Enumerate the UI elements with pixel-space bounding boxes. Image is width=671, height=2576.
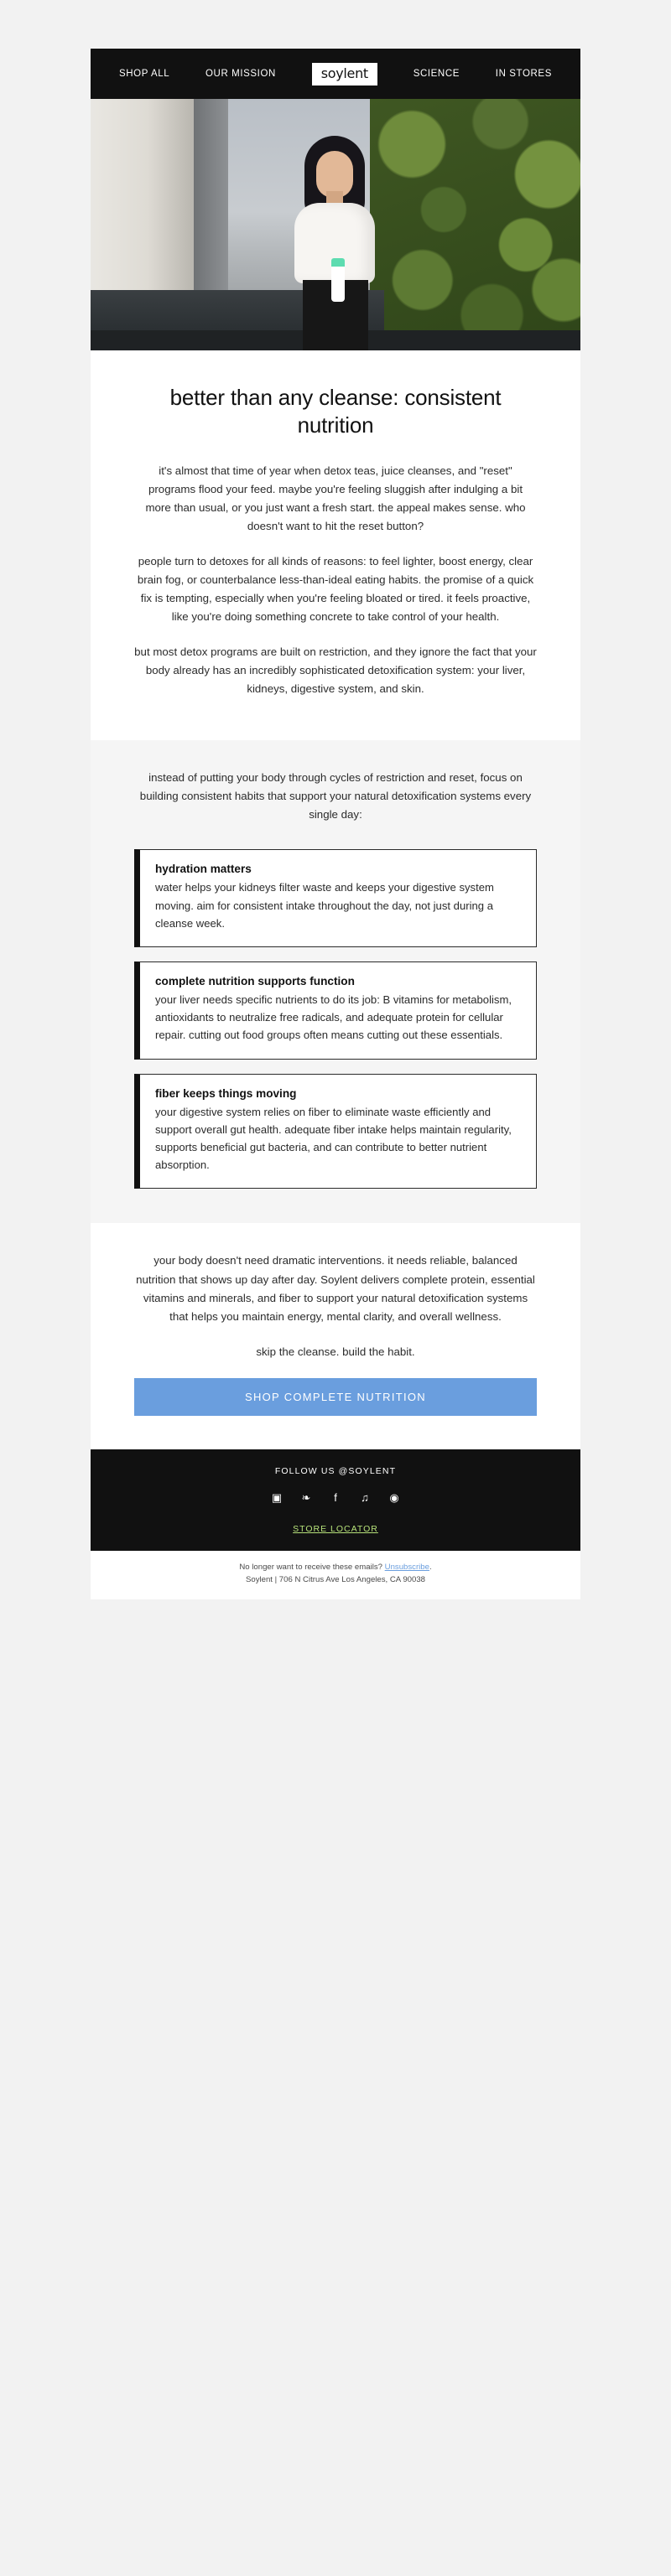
footer: [91, 1449, 580, 1551]
tiktok-icon[interactable]: ♫: [361, 1490, 369, 1504]
facebook-icon[interactable]: f: [334, 1490, 337, 1504]
top-navigation-bar: [91, 49, 580, 99]
habit-card-text: your liver needs specific nutrients to do its job: B vitamins for metabolism, antioxidants to neutralize free radicals, and adequate protein for cellular repair. cutting out food groups often means cutting out these essentials.: [155, 993, 512, 1042]
habit-card-nutrition: [134, 961, 537, 1060]
habit-card-title: fiber keeps things moving: [155, 1086, 297, 1100]
legal-section: [91, 1551, 580, 1600]
habit-card-title: complete nutrition supports function: [155, 975, 355, 988]
instagram-icon[interactable]: ▣: [271, 1490, 283, 1504]
soylent-logo[interactable]: soylent: [312, 63, 377, 86]
email-body: [91, 49, 580, 1599]
habit-card-hydration: [134, 849, 537, 947]
social-links: [91, 1490, 580, 1506]
hero-model: [273, 132, 398, 350]
unsubscribe-prefix: No longer want to receive these emails?: [239, 1562, 385, 1572]
product-bottle: [331, 265, 345, 302]
hero-hedge: [370, 99, 580, 350]
reddit-icon[interactable]: ◉: [389, 1490, 399, 1504]
unsubscribe-link[interactable]: Unsubscribe: [384, 1562, 429, 1572]
twitter-icon[interactable]: ❧: [301, 1490, 311, 1504]
closing-paragraph: your body doesn't need dramatic interventions. it needs reliable, balanced nutrition that shows up day after day. Soylent delivers complete protein, essential vitamins and minerals, and fiber to support your natural detoxification systems that helps you maintain energy, mental clarity, and overall wellness.: [136, 1254, 535, 1323]
product-bottle-cap: [331, 258, 345, 267]
habit-card-fiber: [134, 1074, 537, 1190]
page-title: better than any cleanse: consistent nutrition: [169, 385, 502, 438]
store-locator-link[interactable]: STORE LOCATOR: [293, 1523, 378, 1534]
closing-line: skip the cleanse. build the habit.: [256, 1345, 415, 1358]
hero-image: [91, 99, 580, 350]
intro-paragraph-2: people turn to detoxes for all kinds of reasons: to feel lighter, boost energy, clear brain fog, or counterbalance less-than-ideal eating habits. the promise of a quick fix is tempting, especially when you're feeling bloated or tired. it feels proactive, like you're doing something concrete to take control of your health.: [137, 554, 534, 623]
habit-card-text: your digestive system relies on fiber to eliminate waste efficiently and support overall gut health. adequate fiber intake helps maintain regularity, supports beneficial gut bacteria, and can contribute to better nutrient absorption.: [155, 1105, 512, 1172]
closing-section: [91, 1223, 580, 1415]
follow-us-text: FOLLOW US @SOYLENT: [274, 1465, 397, 1476]
nav-shop-all[interactable]: SHOP ALL: [119, 68, 170, 79]
shop-complete-nutrition-button[interactable]: SHOP COMPLETE NUTRITION: [134, 1378, 537, 1416]
habit-card-text: water helps your kidneys filter waste and keeps your digestive system moving. aim for consistent intake throughout the day, not just during a cleanse week.: [155, 881, 494, 930]
nav-in-stores[interactable]: IN STORES: [495, 68, 552, 79]
company-address: Soylent | 706 N Citrus Ave Los Angeles, CA 90038: [245, 1575, 426, 1585]
unsubscribe-suffix: .: [429, 1562, 432, 1572]
unsubscribe-line: [107, 1561, 564, 1573]
habit-card-title: hydration matters: [155, 863, 252, 876]
intro-paragraph-3: but most detox programs are built on restriction, and they ignore the fact that your body already has an incredibly sophisticated detoxification system: your liver, kidneys, digestive system, and skin.: [134, 645, 537, 696]
habits-section: [91, 740, 580, 1223]
habits-intro: instead of putting your body through cycles of restriction and reset, focus on building consistent habits that support your natural detoxification systems every single day:: [139, 771, 532, 822]
intro-paragraph-1: it's almost that time of year when detox teas, juice cleanses, and "reset" programs flood your feed. maybe you're feeling sluggish after indulging a bit more than usual, or you just want a fresh start. the appeal makes sense. who doesn't want to hit the reset button?: [145, 464, 526, 532]
intro-section: [91, 384, 580, 740]
nav-science[interactable]: SCIENCE: [413, 68, 460, 79]
nav-our-mission[interactable]: OUR MISSION: [205, 68, 276, 79]
